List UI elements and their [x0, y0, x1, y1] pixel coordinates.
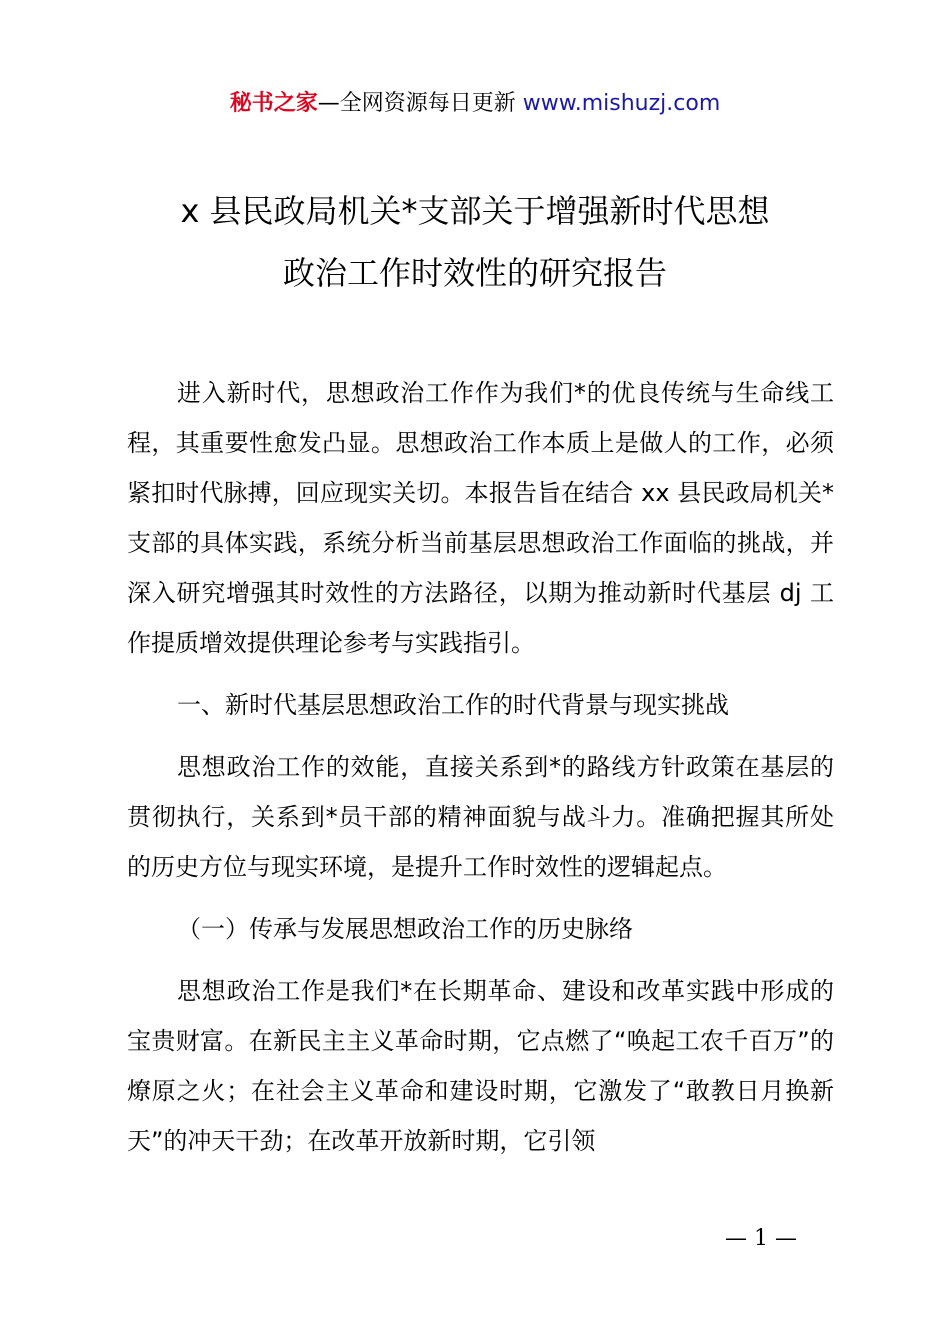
site-header [0, 86, 950, 122]
title-line-1: x 县民政局机关*支部关于增强新时代思想 [180, 192, 770, 230]
header-slogan: —全网资源每日更新 [317, 91, 523, 116]
intro-paragraph: 进入新时代，思想政治工作作为我们*的优良传统与生命线工程，其重要性愈发凸显。思想政治工作本质上是做人的工作，必须紧扣时代脉搏，回应现实关切。本报告旨在结合 xx 县民政局机关*支部的具体实践，系统分析当前基层思想政治工作面临的挑战，并深入研究增强其时效性的方法路径，以期为推动新时代基层 dj 工作提质增效提供理论参考与实践指引。 [127, 379, 834, 657]
subsection-1-paragraph: 思想政治工作是我们*在长期革命、建设和改革实践中形成的宝贵财富。在新民主主义革命时期，它点燃了“唤起工农千百万”的燎原之火；在社会主义革命和建设时期，它激发了“敢教日月换新天”的冲天干劲；在改革开放新时期，它引领 [127, 977, 834, 1155]
section-heading-1: 一、新时代基层思想政治工作的时代背景与现实挑战 [177, 691, 729, 719]
brand-name: 秘书之家 [229, 91, 318, 116]
document-body [127, 368, 834, 1166]
site-url-link[interactable]: www.mishuzj.com [522, 91, 721, 116]
page-number: — 1 — [725, 1226, 797, 1251]
document-title [80, 180, 870, 304]
title-line-2: 政治工作时效性的研究报告 [282, 254, 667, 292]
section-1-paragraph: 思想政治工作的效能，直接关系到*的路线方针政策在基层的贯彻执行，关系到*员干部的精神面貌与战斗力。准确把握其所处的历史方位与现实环境，是提升工作时效性的逻辑起点。 [127, 753, 834, 881]
subsection-heading-1: （一）传承与发展思想政治工作的历史脉络 [177, 915, 633, 943]
